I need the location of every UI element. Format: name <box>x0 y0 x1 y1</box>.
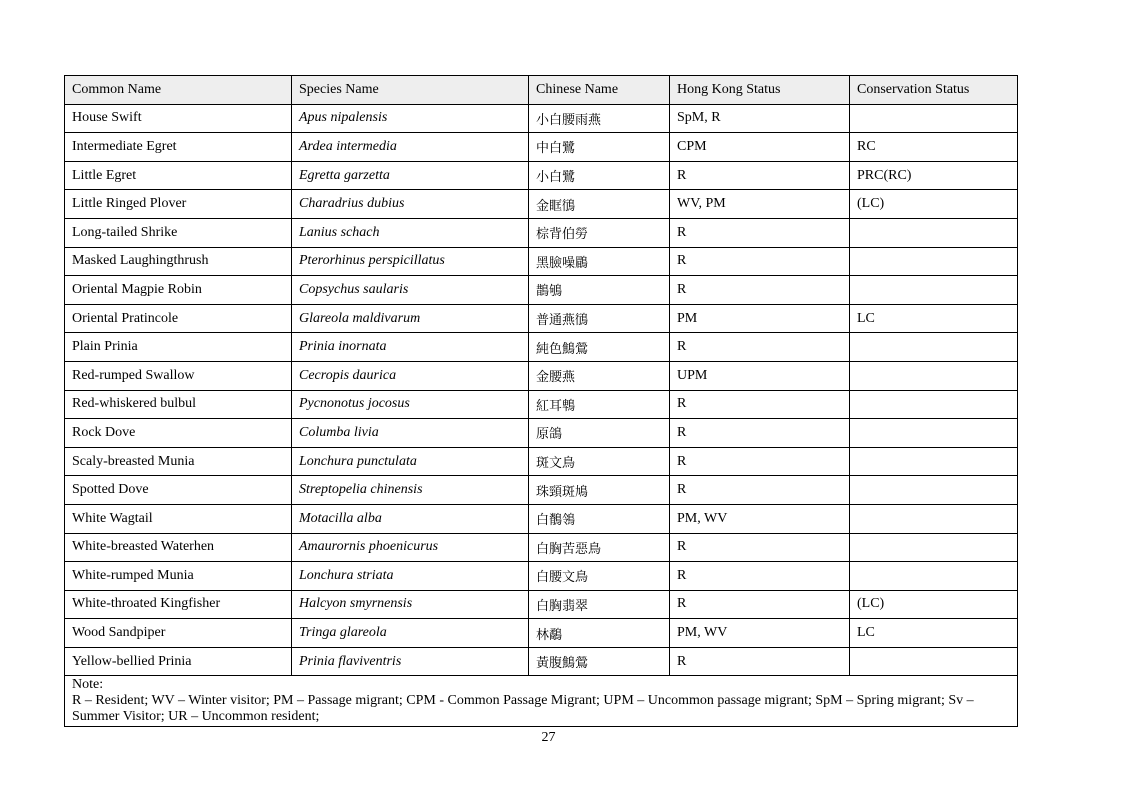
cell-common-name: Rock Dove <box>65 419 292 448</box>
cell-chinese-name: 白鶺鴒 <box>529 504 670 533</box>
cell-species-name: Streptopelia chinensis <box>292 476 529 505</box>
cell-common-name: Little Ringed Plover <box>65 190 292 219</box>
cell-common-name: White-throated Kingfisher <box>65 590 292 619</box>
header-chinese-name: Chinese Name <box>529 76 670 105</box>
cell-chinese-name: 斑文鳥 <box>529 447 670 476</box>
cell-conservation-status <box>850 218 1018 247</box>
table-header-row <box>65 76 1018 105</box>
cell-conservation-status <box>850 276 1018 305</box>
table-row <box>65 104 1018 133</box>
table-row <box>65 276 1018 305</box>
cell-conservation-status <box>850 419 1018 448</box>
cell-hong-kong-status: R <box>670 247 850 276</box>
cell-species-name: Tringa glareola <box>292 619 529 648</box>
table-row <box>65 304 1018 333</box>
cell-common-name: Oriental Pratincole <box>65 304 292 333</box>
cell-conservation-status: LC <box>850 304 1018 333</box>
cell-conservation-status <box>850 104 1018 133</box>
cell-species-name: Prinia flaviventris <box>292 647 529 676</box>
table-row <box>65 333 1018 362</box>
cell-hong-kong-status: R <box>670 533 850 562</box>
cell-chinese-name: 原鴿 <box>529 419 670 448</box>
cell-hong-kong-status: R <box>670 590 850 619</box>
cell-common-name: Masked Laughingthrush <box>65 247 292 276</box>
page-number: 27 <box>541 730 556 745</box>
table-row <box>65 247 1018 276</box>
cell-chinese-name: 白胸苦惡鳥 <box>529 533 670 562</box>
cell-species-name: Prinia inornata <box>292 333 529 362</box>
table-body <box>65 104 1018 676</box>
cell-hong-kong-status: WV, PM <box>670 190 850 219</box>
cell-conservation-status <box>850 247 1018 276</box>
cell-common-name: Scaly-breasted Munia <box>65 447 292 476</box>
cell-conservation-status <box>850 361 1018 390</box>
note-cell <box>65 676 1018 727</box>
table-row <box>65 562 1018 591</box>
cell-chinese-name: 普通燕鴴 <box>529 304 670 333</box>
table-row <box>65 533 1018 562</box>
cell-chinese-name: 鵲鴝 <box>529 276 670 305</box>
cell-chinese-name: 黑臉噪鶥 <box>529 247 670 276</box>
header-species-name: Species Name <box>292 76 529 105</box>
cell-common-name: House Swift <box>65 104 292 133</box>
table-row <box>65 476 1018 505</box>
cell-conservation-status: (LC) <box>850 190 1018 219</box>
table-row <box>65 161 1018 190</box>
cell-species-name: Halcyon smyrnensis <box>292 590 529 619</box>
cell-chinese-name: 中白鷺 <box>529 133 670 162</box>
cell-common-name: Yellow-bellied Prinia <box>65 647 292 676</box>
cell-hong-kong-status: R <box>670 390 850 419</box>
cell-hong-kong-status: PM, WV <box>670 619 850 648</box>
table-row <box>65 419 1018 448</box>
cell-species-name: Ardea intermedia <box>292 133 529 162</box>
note-row <box>65 676 1018 727</box>
cell-common-name: Oriental Magpie Robin <box>65 276 292 305</box>
header-common-name: Common Name <box>65 76 292 105</box>
cell-conservation-status: RC <box>850 133 1018 162</box>
cell-common-name: Red-whiskered bulbul <box>65 390 292 419</box>
cell-hong-kong-status: R <box>670 276 850 305</box>
cell-species-name: Motacilla alba <box>292 504 529 533</box>
cell-hong-kong-status: SpM, R <box>670 104 850 133</box>
table-row <box>65 619 1018 648</box>
cell-common-name: Intermediate Egret <box>65 133 292 162</box>
cell-species-name: Amaurornis phoenicurus <box>292 533 529 562</box>
cell-chinese-name: 小白鷺 <box>529 161 670 190</box>
cell-species-name: Glareola maldivarum <box>292 304 529 333</box>
cell-chinese-name: 小白腰雨燕 <box>529 104 670 133</box>
cell-common-name: White Wagtail <box>65 504 292 533</box>
cell-chinese-name: 金腰燕 <box>529 361 670 390</box>
cell-conservation-status <box>850 647 1018 676</box>
note-title: Note: <box>72 677 104 693</box>
table-row <box>65 390 1018 419</box>
table-row <box>65 504 1018 533</box>
cell-species-name: Pycnonotus jocosus <box>292 390 529 419</box>
cell-conservation-status <box>850 390 1018 419</box>
cell-conservation-status <box>850 447 1018 476</box>
cell-chinese-name: 黃腹鷦鶯 <box>529 647 670 676</box>
cell-species-name: Lanius schach <box>292 218 529 247</box>
cell-species-name: Lonchura punctulata <box>292 447 529 476</box>
cell-chinese-name: 珠頸斑鳩 <box>529 476 670 505</box>
note-text: R – Resident; WV – Winter visitor; PM – Passage migrant; CPM - Common Passage Migrant; UPM – Uncommon passage migrant; SpM – Spring migrant; Sv – Summer Visitor; UR – Uncommon resident; <box>72 693 974 725</box>
cell-common-name: Wood Sandpiper <box>65 619 292 648</box>
cell-common-name: Spotted Dove <box>65 476 292 505</box>
cell-conservation-status <box>850 562 1018 591</box>
cell-conservation-status: LC <box>850 619 1018 648</box>
cell-hong-kong-status: R <box>670 333 850 362</box>
table-row <box>65 133 1018 162</box>
table-row <box>65 590 1018 619</box>
cell-conservation-status <box>850 533 1018 562</box>
cell-hong-kong-status: PM, WV <box>670 504 850 533</box>
cell-hong-kong-status: R <box>670 476 850 505</box>
cell-chinese-name: 金眶鴴 <box>529 190 670 219</box>
cell-species-name: Charadrius dubius <box>292 190 529 219</box>
cell-conservation-status <box>850 476 1018 505</box>
cell-chinese-name: 白胸翡翠 <box>529 590 670 619</box>
cell-hong-kong-status: R <box>670 161 850 190</box>
cell-common-name: Plain Prinia <box>65 333 292 362</box>
cell-hong-kong-status: R <box>670 419 850 448</box>
cell-species-name: Columba livia <box>292 419 529 448</box>
cell-species-name: Cecropis daurica <box>292 361 529 390</box>
cell-species-name: Apus nipalensis <box>292 104 529 133</box>
cell-hong-kong-status: CPM <box>670 133 850 162</box>
cell-hong-kong-status: R <box>670 447 850 476</box>
cell-chinese-name: 純色鷦鶯 <box>529 333 670 362</box>
cell-common-name: Red-rumped Swallow <box>65 361 292 390</box>
cell-common-name: Little Egret <box>65 161 292 190</box>
cell-common-name: White-breasted Waterhen <box>65 533 292 562</box>
table-row <box>65 647 1018 676</box>
cell-chinese-name: 棕背伯勞 <box>529 218 670 247</box>
cell-chinese-name: 白腰文鳥 <box>529 562 670 591</box>
header-hong-kong-status: Hong Kong Status <box>670 76 850 105</box>
cell-common-name: White-rumped Munia <box>65 562 292 591</box>
header-conservation-status: Conservation Status <box>850 76 1018 105</box>
table-row <box>65 190 1018 219</box>
cell-common-name: Long-tailed Shrike <box>65 218 292 247</box>
cell-species-name: Copsychus saularis <box>292 276 529 305</box>
cell-hong-kong-status: PM <box>670 304 850 333</box>
cell-species-name: Pterorhinus perspicillatus <box>292 247 529 276</box>
table-row <box>65 361 1018 390</box>
cell-hong-kong-status: R <box>670 562 850 591</box>
cell-conservation-status: PRC(RC) <box>850 161 1018 190</box>
bird-species-table <box>64 75 1018 727</box>
cell-conservation-status <box>850 333 1018 362</box>
cell-species-name: Egretta garzetta <box>292 161 529 190</box>
cell-hong-kong-status: UPM <box>670 361 850 390</box>
cell-conservation-status <box>850 504 1018 533</box>
cell-chinese-name: 林鷸 <box>529 619 670 648</box>
cell-species-name: Lonchura striata <box>292 562 529 591</box>
cell-chinese-name: 紅耳鵯 <box>529 390 670 419</box>
cell-hong-kong-status: R <box>670 218 850 247</box>
cell-conservation-status: (LC) <box>850 590 1018 619</box>
table-row <box>65 218 1018 247</box>
table-row <box>65 447 1018 476</box>
cell-hong-kong-status: R <box>670 647 850 676</box>
